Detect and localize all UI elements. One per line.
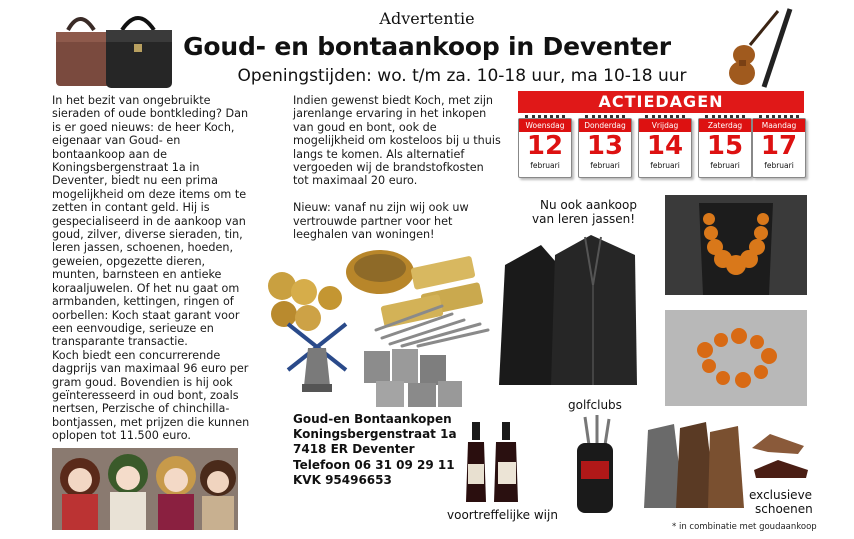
page-title: Goud- en bontaankoop in Deventer [183,32,671,61]
calendar-month: februari [590,161,620,170]
leather-caption-line2: van leren jassen! [532,212,636,226]
text-line: langs te komen. Als alternatief [293,147,465,161]
postal-city: 7418 ER Deventer [293,442,415,457]
calendar-rings [705,115,745,121]
text-line: munten, barnsteen en antieke [52,268,222,282]
calendar-date: 17 [760,131,798,161]
text-line: bontjassen, met prijzen die kunnen [52,415,250,429]
text-line: leeghalen van woningen! [293,228,435,242]
handbags-image [50,8,175,90]
calendar-weekday: Donderdag [579,119,631,132]
leather-jackets-image [495,225,641,390]
text-line: tot maximaal 20 euro. [293,174,418,188]
text-line: leren jassen, schoenen, hoeden, [52,241,234,255]
text-line: oplopen tot 11.500 euro. [52,429,191,443]
text-line: Koch biedt een concurrerende [52,348,221,362]
shoes-image [748,430,810,480]
text-line: gram goud. Bovendien is hij ook [52,375,233,389]
company-name: Goud-en Bontaankopen [293,412,452,426]
text-line: vertrouwde partner voor het [293,214,453,228]
cutlery-image [372,300,492,348]
text-line [293,188,518,201]
calendar-weekday: Woensdag [519,119,571,132]
kvk-number: KVK 95496653 [293,472,392,487]
calendar-month: februari [530,161,560,170]
text-line: dagprijs van maximaal 96 euro per [52,362,249,376]
calendar-date: 14 [646,131,684,161]
amber-necklace-image [665,195,807,295]
text-line: een eenvoudige, serieuze en [52,321,214,335]
text-line: gespecialiseerd in de aankoop van [52,214,246,228]
calendar-date: 13 [586,131,624,161]
windmill-image [282,318,352,396]
golf-caption: golfclubs [568,398,622,412]
calendar-weekday: Zaterdag [699,119,751,132]
address-block [293,412,457,488]
text-line: transparante transactie. [52,335,188,349]
phone-number: Telefoon 06 31 09 29 11 [293,457,455,472]
shoes-caption-line2: schoenen [755,502,813,516]
calendar-weekday: Vrijdag [639,119,691,132]
calendar-day-14 [638,118,692,178]
text-line: geweien, opgezette dieren, [52,254,206,268]
text-line: nertsen, Perzische of chinchilla- [52,402,230,416]
calendar-date: 15 [706,131,744,161]
text-line: koraaljuwelen. Of het nu gaat om [52,281,240,295]
street-address: Koningsbergenstraat 1a [293,427,457,442]
actiedagen-banner: ACTIEDAGEN [518,91,804,113]
text-line: Koningsbergenstraat 1a in [52,161,200,175]
text-line: In het bezit van ongebruikte [52,94,211,107]
calendar-month: februari [764,161,794,170]
text-line: geïnteresseerd in oud bont, zoals [52,388,239,402]
golf-bag-image [565,415,625,515]
leather-caption-line1: Nu ook aankoop [540,198,637,212]
text-line: armbanden, kettingen, ringen of [52,295,234,309]
text-line: is er goed nieuws: de heer Koch, [52,120,235,134]
calendar-month: februari [650,161,680,170]
advert-label: Advertentie [379,9,475,28]
shoes-caption-line1: exclusieve [749,488,813,502]
calendar-month: februari [710,161,740,170]
calendar-weekday: Maandag [753,119,805,132]
text-line: sieraden of oude bontkleding? Dan [52,107,249,121]
text-line: Indien gewenst biedt Koch, met zijn [293,94,494,107]
text-line: eigenaar van Goud- en [52,134,181,148]
text-line: van goud en bont, ook de [293,120,437,134]
footnote: * in combinatie met goudaankoop [672,522,817,532]
text-line: vergoeden wij de brandstofkosten [293,161,484,175]
intro-column [52,94,290,443]
calendar-day-13 [578,118,632,178]
fur-coats-image [640,420,745,510]
opening-hours: Openingstijden: wo. t/m za. 10-18 uur, ma 10-18 uur [237,66,687,86]
text-line: oorbellen: Koch staat garant voor [52,308,240,322]
violin-image [728,5,796,90]
text-line: jarenlange ervaring in het inkopen [293,107,487,121]
amber-bracelet-image [665,310,807,406]
pewter-cups-image [358,345,468,411]
wine-bottles-image [462,420,532,504]
calendar-day-17 [752,118,806,178]
calendar-day-12 [518,118,572,178]
text-line: goud, zilver, diverse sieraden, tin, [52,228,243,242]
calendar-date: 12 [526,131,564,161]
calendar-rings [525,115,565,121]
text-line: bontaankoop aan de [52,147,167,161]
calendar-rings [645,115,685,121]
dolls-image [52,448,238,530]
calendar-rings [585,115,625,121]
text-line: mogelijkheid om kosteloos bij u thuis [293,134,501,148]
text-line: mogelijkheid om deze items om te [52,187,247,201]
calendar-day-15 [698,118,752,178]
service-column [293,94,518,241]
text-line: Deventer, biedt nu een prima [52,174,218,188]
calendar-rings [759,115,799,121]
wine-caption: voortreffelijke wijn [447,508,558,522]
text-line: zetten in contant geld. Hij is [52,201,210,215]
text-line: Nieuw: vanaf nu zijn wij ook uw [293,201,469,215]
